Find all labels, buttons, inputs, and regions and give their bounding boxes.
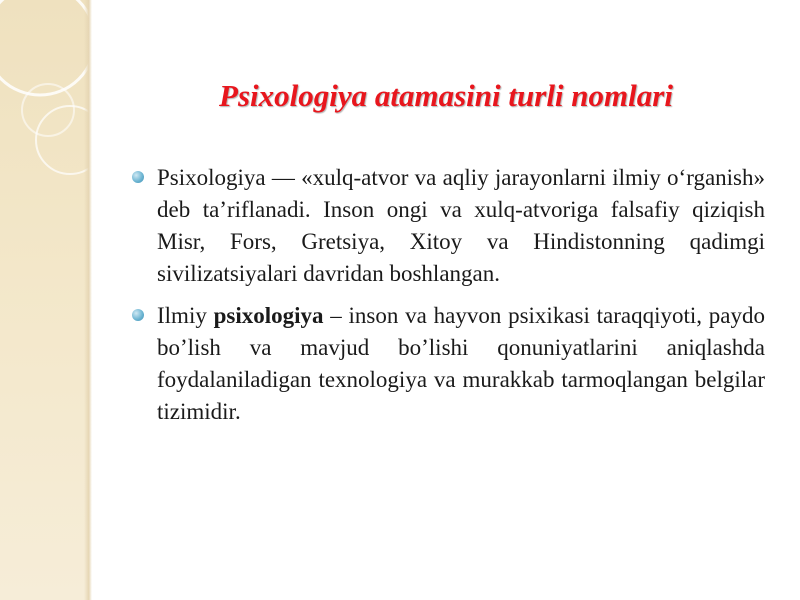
list-item [132, 162, 765, 290]
bold-term: psixologiya [213, 303, 324, 328]
bullet-text: Psixologiya — «xulq-atvor va aqliy jarayonlarni ilmiy o‘rganish» deb ta’riflanadi. Inson ongi va xulq-atvoriga falsafiy qiziqish Misr, Fors, Gretsiya, Xitoy va Hindistonning qadimgi sivilizatsiyalari davridan boshlangan. [157, 165, 765, 286]
bullet-circle-icon [132, 171, 144, 183]
decorative-sidebar [0, 0, 92, 600]
bullet-prefix: Ilmiy [157, 303, 214, 328]
sidebar-edge [84, 0, 92, 600]
list-item [132, 300, 765, 428]
bullet-text: – inson va hayvon psixikasi taraqqiyoti, paydo bo’lish va mavjud bo’lishi qonuniyatlarini aniqlashda foydalaniladigan texnologiya va murakkab tarmoqlangan belgilar tizimidir. [157, 303, 765, 424]
slide-title: Psixologiya atamasini turli nomlari [219, 78, 673, 113]
bullet-list [132, 162, 765, 438]
decorative-circles-icon [0, 0, 92, 600]
bullet-circle-icon [132, 309, 144, 321]
